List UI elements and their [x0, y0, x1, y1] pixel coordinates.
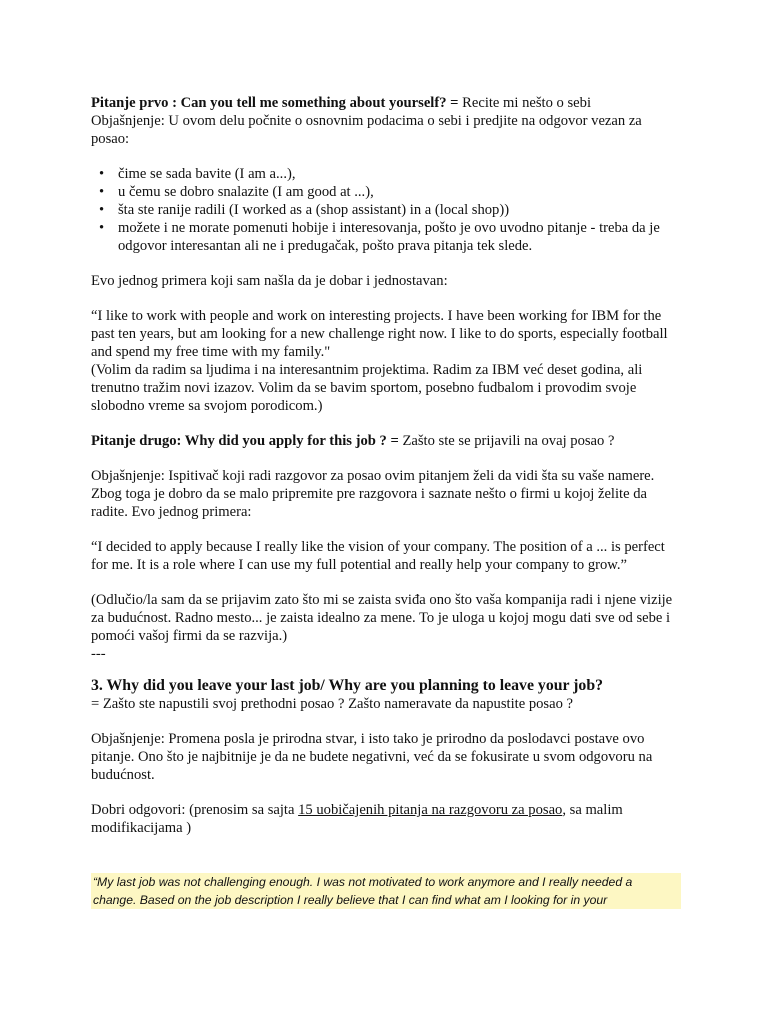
- question-3-good-answers: [91, 801, 681, 837]
- question-1-bullet-list: [91, 165, 681, 255]
- question-2-explanation: Objašnjenje: Ispitivač koji radi razgovor za posao ovim pitanjem želi da vidi šta su vaše namere. Zbog toga je dobro da se malo pripremite pre razgovora i saznate nešto o firmi u kojoj želite da radite. Evo jednog primera:: [91, 468, 655, 520]
- good-answers-prefix: Dobri odgovori: (prenosim sa sajta: [91, 802, 295, 818]
- question-2-label: Pitanje drugo: Why did you apply for this job ? =: [91, 433, 399, 449]
- question-2-line: [91, 432, 681, 450]
- question-3-explanation: Objašnjenje: Promena posla je prirodna stvar, i isto tako je prirodno da poslodavci postave ovo pitanje. Ono što je najbitnije je da ne budete negativni, već da se fokusirate u svom odgovoru na budućnost.: [91, 731, 653, 783]
- question-1-explanation: Objašnjenje: U ovom delu počnite o osnovnim podacima o sebi i predjite na odgovor vezan za posao:: [91, 113, 642, 147]
- source-link[interactable]: 15 uobičajenih pitanja na razgovoru za posao: [298, 802, 563, 818]
- highlighted-answer-quote: “My last job was not challenging enough. I was not motivated to work anymore and I really needed a change. Based on the job description I really believe that I can find what am I looking for in your: [91, 873, 681, 909]
- question-1-example-translation: (Volim da radim sa ljudima i na interesantnim projektima. Radim za IBM već deset godina, ali trenutno tražim novi izazov. Volim da se bavim sportom, posebno fudbalom i provodim svoje slobodno vreme sa svojom porodicom.): [91, 362, 643, 414]
- section-separator: ---: [91, 646, 106, 662]
- question-3-translation: = Zašto ste napustili svoj prethodni posao ? Zašto nameravate da napustite posao ?: [91, 696, 573, 712]
- question-3-heading: 3. Why did you leave your last job/ Why are you planning to leave your job?: [91, 677, 604, 694]
- bullet-item: • u čemu se dobro snalazite (I am good at ...),: [91, 183, 681, 201]
- document-body: [91, 94, 681, 909]
- question-2-example-english: “I decided to apply because I really like the vision of your company. The position of a ... is perfect for me. It is a role where I can use my full potential and really help your company to grow.”: [91, 539, 665, 573]
- question-2-example-translation: (Odlučio/la sam da se prijavim zato što mi se zaista sviđa ono što vaša kompanija radi i njene vizije za budućnost. Radno mesto... je zaista idealno za mene. To je uloga u kojoj mogu dati sve od sebe i pomoći vašoj firmi da se razvija.): [91, 592, 673, 644]
- question-2-translation: Zašto ste se prijavili na ovaj posao ?: [402, 433, 615, 449]
- question-1-intro: Evo jednog primera koji sam našla da je dobar i jednostavan:: [91, 273, 448, 289]
- question-1-translation: Recite mi nešto o sebi: [462, 95, 592, 111]
- bullet-item: • možete i ne morate pomenuti hobije i interesovanja, pošto je ovo uvodno pitanje - treba da je odgovor interesantan ali ne i predugačak, pošto prava pitanja tek slede.: [91, 219, 681, 255]
- question-1-line: [91, 94, 681, 112]
- question-1-label: Pitanje prvo : Can you tell me something about yourself? =: [91, 95, 459, 111]
- question-1-example-english: “I like to work with people and work on interesting projects. I have been working for IBM for the past ten years, but am looking for a new challenge right now. I like to do sports, especially football and spend my free time with my family.": [91, 308, 668, 360]
- bullet-item: • čime se sada bavite (I am a...),: [91, 165, 681, 183]
- bullet-item: • šta ste ranije radili (I worked as a (shop assistant) in a (local shop)): [91, 201, 681, 219]
- good-answers-suffix: , sa malim modifikacijama ): [91, 802, 623, 836]
